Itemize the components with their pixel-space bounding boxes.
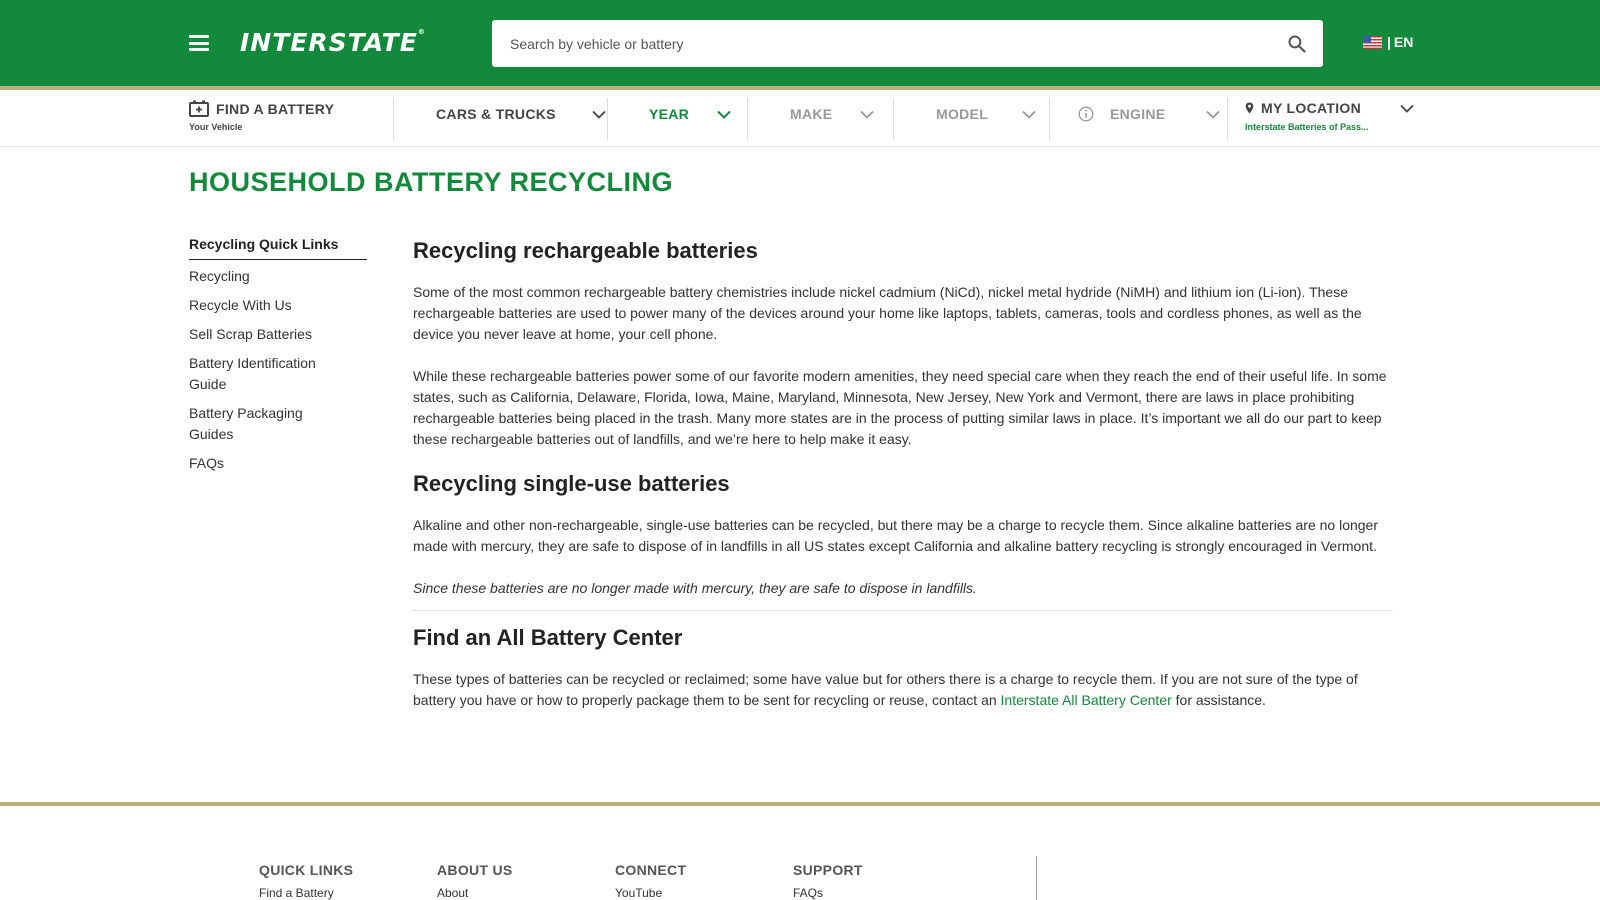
selector-divider <box>1227 98 1228 140</box>
selector-divider <box>893 98 894 140</box>
chevron-down-icon <box>592 110 606 119</box>
sidebar-link-faqs[interactable]: FAQs <box>189 455 225 471</box>
footer-accent-stripe <box>0 802 1600 806</box>
footer-link[interactable]: FAQs <box>793 886 824 900</box>
find-a-battery[interactable] <box>189 100 334 132</box>
make-label: MAKE <box>790 106 833 122</box>
chevron-down-icon <box>1400 104 1414 113</box>
engine-dropdown[interactable] <box>1078 106 1220 122</box>
sidebar-link-battery-packaging-guides[interactable]: Battery Packaging Guides <box>189 405 303 442</box>
page-title: HOUSEHOLD BATTERY RECYCLING <box>189 167 674 197</box>
footer-heading: ABOUT US <box>437 862 513 878</box>
rechargeable-paragraph-1: Some of the most common rechargeable battery chemistries include nickel cadmium (NiCd), nickel metal hydride (NiMH) and lithium ion (Li-ion). These rechargeable batteries are used to power many of the devices around your home like laptops, tablets, cameras, tools and cordless phones, as well as the device you never leave at home, your cell phone. <box>413 284 1362 342</box>
logo-trademark: ® <box>417 28 425 36</box>
vehicle-type-label: CARS & TRUCKS <box>436 106 556 122</box>
search-icon[interactable] <box>1287 34 1307 54</box>
footer-heading: QUICK LINKS <box>259 862 354 878</box>
model-dropdown[interactable] <box>936 106 1036 122</box>
main-content <box>413 238 1393 732</box>
all-battery-center-link[interactable]: Interstate All Battery Center <box>1000 692 1172 708</box>
section-divider <box>413 610 1393 611</box>
search-box <box>492 20 1323 67</box>
footer-column-support <box>793 862 863 900</box>
model-label: MODEL <box>936 106 989 122</box>
sidebar-link-recycle-with-us[interactable]: Recycle With Us <box>189 297 292 313</box>
rechargeable-heading: Recycling rechargeable batteries <box>413 238 758 263</box>
footer-link[interactable]: About <box>437 886 469 900</box>
footer-link[interactable]: YouTube <box>615 886 663 900</box>
footer-heading: SUPPORT <box>793 862 863 878</box>
year-label: YEAR <box>649 106 690 122</box>
footer-column-quick-links <box>259 862 353 900</box>
location-pin-icon <box>1245 102 1254 114</box>
selector-divider <box>393 98 394 140</box>
my-location-label: MY LOCATION <box>1261 100 1362 116</box>
year-dropdown[interactable] <box>649 106 731 122</box>
footer-divider <box>1036 856 1037 900</box>
info-icon[interactable] <box>1078 106 1094 122</box>
chevron-down-icon <box>1206 110 1220 119</box>
language-selector[interactable] <box>1363 34 1413 50</box>
logo-text: INTERSTATE <box>240 28 418 57</box>
sidebar-link-battery-identification-guide[interactable]: Battery Identification Guide <box>189 355 316 392</box>
footer-link[interactable]: Find a Battery <box>259 886 334 900</box>
sidebar-heading: Recycling Quick Links <box>189 236 367 260</box>
make-dropdown[interactable] <box>790 106 874 122</box>
sidebar-link-sell-scrap-batteries[interactable]: Sell Scrap Batteries <box>189 326 312 342</box>
chevron-down-icon <box>1022 110 1036 119</box>
language-separator: | <box>1387 34 1391 50</box>
footer-heading: CONNECT <box>615 862 687 878</box>
my-location[interactable] <box>1245 100 1414 132</box>
sidebar-link-recycling[interactable]: Recycling <box>189 268 250 284</box>
all-battery-center-text-before: These types of batteries can be recycled or reclaimed; some have value but for others there is a charge to recycle them. If you are not sure of the type of battery you have or how to properly package them to be sent for recycling or reuse, contact an <box>413 671 1358 708</box>
engine-label: ENGINE <box>1110 106 1166 122</box>
vehicle-selector-bar <box>0 90 1600 147</box>
hamburger-menu-icon[interactable] <box>189 35 209 51</box>
single-use-note: Since these batteries are no longer made with mercury, they are safe to dispose in landfills. <box>413 580 977 596</box>
interstate-logo[interactable] <box>240 28 425 57</box>
location-store-name: Interstate Batteries of Pass... <box>1245 122 1369 132</box>
single-use-paragraph: Alkaline and other non-rechargeable, single-use batteries can be recycled, but there may be a charge to recycle them. Since alkaline batteries are no longer made with mercury, they are safe to dispose of in landfills in all US states except California and alkaline battery recycling is strongly encouraged in Vermont. <box>413 517 1379 554</box>
all-battery-center-paragraph <box>413 669 1393 711</box>
vehicle-type-dropdown[interactable] <box>436 106 606 122</box>
top-bar <box>0 0 1600 86</box>
chevron-down-icon <box>860 110 874 119</box>
chevron-down-icon <box>717 110 731 119</box>
selector-divider <box>1049 98 1050 140</box>
selector-divider <box>607 98 608 140</box>
all-battery-center-heading: Find an All Battery Center <box>413 625 683 650</box>
selector-divider <box>747 98 748 140</box>
rechargeable-paragraph-2: While these rechargeable batteries power some of our favorite modern amenities, they need special care when they reach the end of their useful life. In some states, such as California, Delaware, Florida, Iowa, Maine, Maryland, Minnesota, New Jersey, New York and Vermont, there are laws in place prohibiting rechargeable batteries being placed in the trash. Many more states are in the process of putting similar laws in place. It’s important we all do our part to keep these rechargeable batteries out of landfills, and we’re here to help make it easy. <box>413 368 1387 447</box>
single-use-heading: Recycling single-use batteries <box>413 471 730 496</box>
recycling-quick-links <box>189 236 367 482</box>
all-battery-center-text-after: for assistance. <box>1171 692 1266 708</box>
language-code: EN <box>1393 34 1414 50</box>
battery-icon <box>189 100 209 117</box>
footer-column-connect <box>615 862 686 900</box>
find-a-battery-label: FIND A BATTERY <box>216 100 335 117</box>
us-flag-icon <box>1363 36 1382 49</box>
sidebar-list <box>189 266 367 474</box>
footer-column-about-us <box>437 862 513 900</box>
search-input[interactable] <box>510 20 1250 67</box>
your-vehicle-label: Your Vehicle <box>189 122 243 132</box>
